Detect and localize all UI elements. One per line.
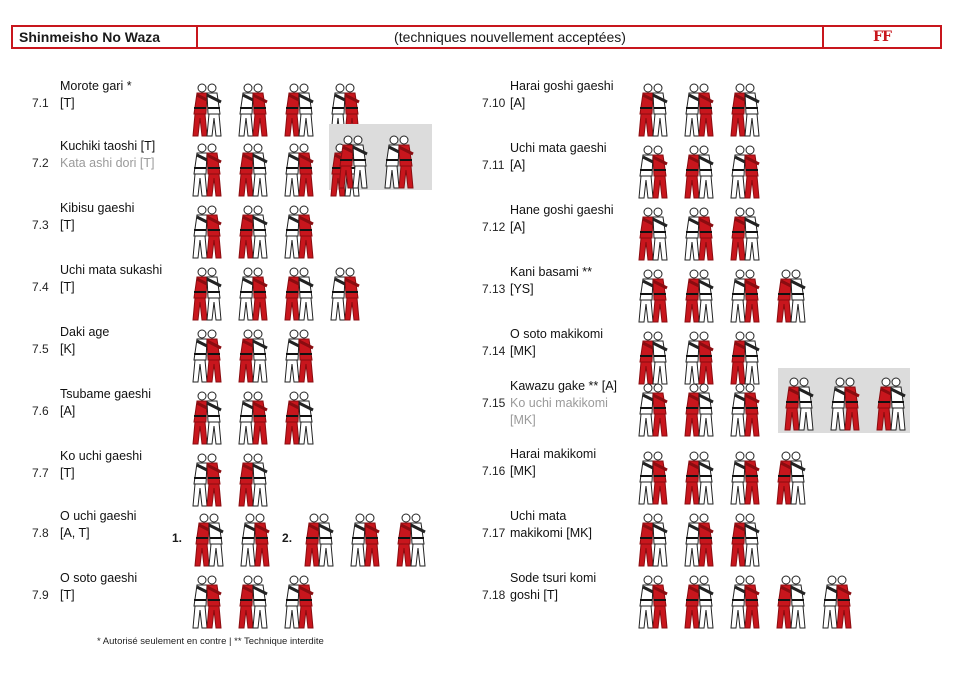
technique-7-12 bbox=[482, 202, 922, 258]
header-logo bbox=[822, 27, 940, 47]
technique-name: Ko uchi gaeshi bbox=[60, 449, 143, 463]
judoka-illustration bbox=[280, 140, 320, 198]
judoka-illustration bbox=[726, 448, 766, 506]
judoka-illustration bbox=[826, 374, 866, 432]
judoka-illustration bbox=[234, 80, 274, 138]
technique-name: Sode tsuri komi bbox=[510, 571, 597, 585]
technique-7-3 bbox=[32, 200, 452, 256]
technique-number: 7.16 bbox=[482, 464, 506, 478]
judoka-illustration bbox=[234, 450, 274, 508]
judoka-illustration bbox=[392, 510, 432, 568]
judoka-illustration bbox=[236, 510, 276, 568]
header-bar bbox=[11, 25, 942, 49]
technique-number: 7.4 bbox=[32, 280, 49, 294]
judoka-illustration bbox=[326, 264, 366, 322]
illustration-strip bbox=[634, 264, 812, 324]
judoka-illustration bbox=[634, 510, 674, 568]
technique-names bbox=[510, 446, 630, 480]
judoka-illustration bbox=[234, 326, 274, 384]
technique-names bbox=[60, 78, 178, 112]
technique-category: makikomi [MK] bbox=[510, 526, 592, 540]
judoka-illustration bbox=[188, 450, 228, 508]
illustration-strip bbox=[634, 378, 766, 438]
technique-name: Tsubame gaeshi bbox=[60, 387, 152, 401]
judoka-illustration bbox=[280, 264, 320, 322]
sequence-label-1: 1. bbox=[172, 531, 183, 545]
technique-7-4 bbox=[32, 262, 452, 318]
judoka-illustration bbox=[726, 204, 766, 262]
technique-number: 7.1 bbox=[32, 96, 49, 110]
illustration-strip bbox=[188, 386, 320, 446]
judoka-illustration bbox=[188, 202, 228, 260]
judoka-illustration bbox=[234, 388, 274, 446]
judoka-illustration bbox=[634, 448, 674, 506]
technique-number: 7.13 bbox=[482, 282, 506, 296]
judoka-illustration bbox=[726, 510, 766, 568]
judoka-illustration bbox=[190, 510, 230, 568]
technique-name: Hane goshi gaeshi bbox=[510, 203, 614, 217]
technique-names bbox=[60, 508, 178, 542]
judoka-illustration bbox=[234, 572, 274, 630]
judoka-illustration bbox=[188, 264, 228, 322]
judoka-illustration bbox=[680, 510, 720, 568]
technique-number: 7.3 bbox=[32, 218, 49, 232]
technique-7-9 bbox=[32, 570, 452, 626]
judoka-illustration bbox=[680, 448, 720, 506]
technique-category: [MK] bbox=[510, 464, 536, 478]
technique-number: 7.18 bbox=[482, 588, 506, 602]
technique-alternate-name: Kata ashi dori [T] bbox=[60, 156, 155, 170]
illustration-strip bbox=[172, 508, 432, 568]
technique-7-17 bbox=[482, 508, 922, 564]
technique-number: 7.14 bbox=[482, 344, 506, 358]
illustration-strip bbox=[188, 570, 320, 630]
illustration-strip bbox=[634, 446, 812, 506]
technique-number: 7.7 bbox=[32, 466, 49, 480]
technique-names bbox=[510, 570, 630, 604]
technique-name: Kibisu gaeshi bbox=[60, 201, 135, 215]
technique-7-10 bbox=[482, 78, 922, 134]
technique-name: Uchi mata bbox=[510, 509, 567, 523]
federation-logo: FF bbox=[873, 29, 891, 45]
judoka-illustration bbox=[280, 80, 320, 138]
illustration-strip bbox=[634, 202, 766, 262]
judoka-illustration bbox=[234, 264, 274, 322]
technique-number: 7.11 bbox=[482, 158, 505, 172]
technique-category: [MK] bbox=[510, 344, 536, 358]
technique-category: [T] bbox=[60, 466, 75, 480]
judoka-illustration bbox=[634, 204, 674, 262]
technique-category: [T] bbox=[60, 280, 75, 294]
technique-number: 7.2 bbox=[32, 156, 49, 170]
technique-7-18 bbox=[482, 570, 922, 626]
judoka-illustration bbox=[380, 132, 420, 190]
illustration-strip bbox=[188, 200, 320, 260]
technique-name: O uchi gaeshi bbox=[60, 509, 137, 523]
technique-names bbox=[60, 570, 178, 604]
technique-name: Kawazu gake ** [A] bbox=[510, 379, 618, 393]
technique-number: 7.9 bbox=[32, 588, 49, 602]
judoka-illustration bbox=[234, 140, 274, 198]
header-subtitle: (techniques nouvellement acceptées) bbox=[394, 29, 626, 45]
technique-name: O soto gaeshi bbox=[60, 571, 138, 585]
illustration-strip bbox=[188, 448, 274, 508]
judoka-illustration bbox=[726, 80, 766, 138]
technique-names bbox=[60, 262, 178, 296]
technique-7-6 bbox=[32, 386, 452, 442]
technique-number: 7.17 bbox=[482, 526, 506, 540]
judoka-illustration bbox=[188, 572, 228, 630]
technique-names bbox=[60, 138, 178, 172]
judoka-illustration bbox=[280, 572, 320, 630]
judoka-illustration bbox=[726, 142, 766, 200]
judoka-illustration bbox=[188, 326, 228, 384]
illustration-strip bbox=[188, 262, 366, 322]
alternate-illustration-strip bbox=[780, 372, 912, 432]
technique-name: Uchi mata sukashi bbox=[60, 263, 163, 277]
technique-names bbox=[510, 508, 630, 542]
technique-name: Morote gari * bbox=[60, 79, 132, 93]
judoka-illustration bbox=[872, 374, 912, 432]
judoka-illustration bbox=[680, 142, 720, 200]
technique-category: [A] bbox=[510, 220, 526, 234]
technique-category: [T] bbox=[60, 218, 75, 232]
technique-alternate-name: Ko uchi makikomi [MK] bbox=[510, 396, 608, 427]
technique-number: 7.6 bbox=[32, 404, 49, 418]
technique-names bbox=[510, 264, 630, 298]
judoka-illustration bbox=[772, 448, 812, 506]
judoka-illustration bbox=[188, 80, 228, 138]
technique-names bbox=[60, 200, 178, 234]
judoka-illustration bbox=[634, 572, 674, 630]
technique-7-11 bbox=[482, 140, 922, 196]
judoka-illustration bbox=[634, 266, 674, 324]
judoka-illustration bbox=[680, 80, 720, 138]
judoka-illustration bbox=[634, 142, 674, 200]
technique-names bbox=[60, 324, 178, 358]
judoka-illustration bbox=[300, 510, 340, 568]
judoka-illustration bbox=[234, 202, 274, 260]
technique-number: 7.12 bbox=[482, 220, 506, 234]
judoka-illustration bbox=[726, 266, 766, 324]
judoka-illustration bbox=[346, 510, 386, 568]
technique-7-16 bbox=[482, 446, 922, 502]
illustration-strip bbox=[634, 570, 858, 630]
alternate-illustration-strip bbox=[334, 130, 420, 190]
technique-names bbox=[60, 448, 178, 482]
judoka-illustration bbox=[680, 266, 720, 324]
illustration-strip bbox=[634, 78, 766, 138]
judoka-illustration bbox=[280, 388, 320, 446]
technique-category: [YS] bbox=[510, 282, 534, 296]
judoka-illustration bbox=[280, 202, 320, 260]
judoka-illustration bbox=[680, 380, 720, 438]
judoka-illustration bbox=[634, 80, 674, 138]
header-title: Shinmeisho No Waza bbox=[13, 27, 198, 47]
judoka-illustration bbox=[334, 132, 374, 190]
technique-name: O soto makikomi bbox=[510, 327, 604, 341]
technique-names bbox=[510, 202, 630, 236]
technique-category: [K] bbox=[60, 342, 76, 356]
technique-category: [A] bbox=[510, 158, 526, 172]
technique-7-2 bbox=[32, 138, 452, 194]
judoka-illustration bbox=[780, 374, 820, 432]
judoka-illustration bbox=[634, 380, 674, 438]
judoka-illustration bbox=[680, 204, 720, 262]
technique-names bbox=[510, 326, 630, 360]
judoka-illustration bbox=[726, 572, 766, 630]
technique-7-8 bbox=[32, 508, 452, 564]
technique-names bbox=[60, 386, 178, 420]
technique-names bbox=[510, 78, 630, 112]
judoka-illustration bbox=[772, 266, 812, 324]
judoka-illustration bbox=[818, 572, 858, 630]
technique-category: [A] bbox=[510, 96, 526, 110]
technique-number: 7.8 bbox=[32, 526, 49, 540]
technique-7-7 bbox=[32, 448, 452, 504]
technique-category: [T] bbox=[60, 96, 75, 110]
technique-name: Harai makikomi bbox=[510, 447, 597, 461]
technique-7-13 bbox=[482, 264, 922, 320]
illustration-strip bbox=[634, 140, 766, 200]
technique-category: goshi [T] bbox=[510, 588, 558, 602]
technique-7-15 bbox=[482, 378, 922, 434]
illustration-strip bbox=[188, 324, 320, 384]
judoka-illustration bbox=[188, 388, 228, 446]
technique-7-5 bbox=[32, 324, 452, 380]
judoka-illustration bbox=[680, 572, 720, 630]
technique-names bbox=[510, 378, 634, 429]
judoka-illustration bbox=[188, 140, 228, 198]
illustration-strip bbox=[634, 326, 766, 386]
technique-number: 7.15 bbox=[482, 396, 506, 410]
technique-category: [T] bbox=[60, 588, 75, 602]
technique-name: Uchi mata gaeshi bbox=[510, 141, 607, 155]
technique-name: Kuchiki taoshi [T] bbox=[60, 139, 156, 153]
technique-name: Daki age bbox=[60, 325, 110, 339]
technique-category: [A] bbox=[60, 404, 76, 418]
judoka-illustration bbox=[280, 326, 320, 384]
illustration-strip bbox=[634, 508, 766, 568]
technique-name: Harai goshi gaeshi bbox=[510, 79, 614, 93]
technique-category: [A, T] bbox=[60, 526, 90, 540]
judoka-illustration bbox=[726, 380, 766, 438]
judoka-illustration bbox=[772, 572, 812, 630]
footnote: * Autorisé seulement en contre | ** Technique interdite bbox=[97, 636, 324, 647]
technique-number: 7.10 bbox=[482, 96, 506, 110]
technique-names bbox=[510, 140, 630, 174]
technique-number: 7.5 bbox=[32, 342, 49, 356]
technique-name: Kani basami ** bbox=[510, 265, 592, 279]
sequence-label-2: 2. bbox=[282, 531, 293, 545]
